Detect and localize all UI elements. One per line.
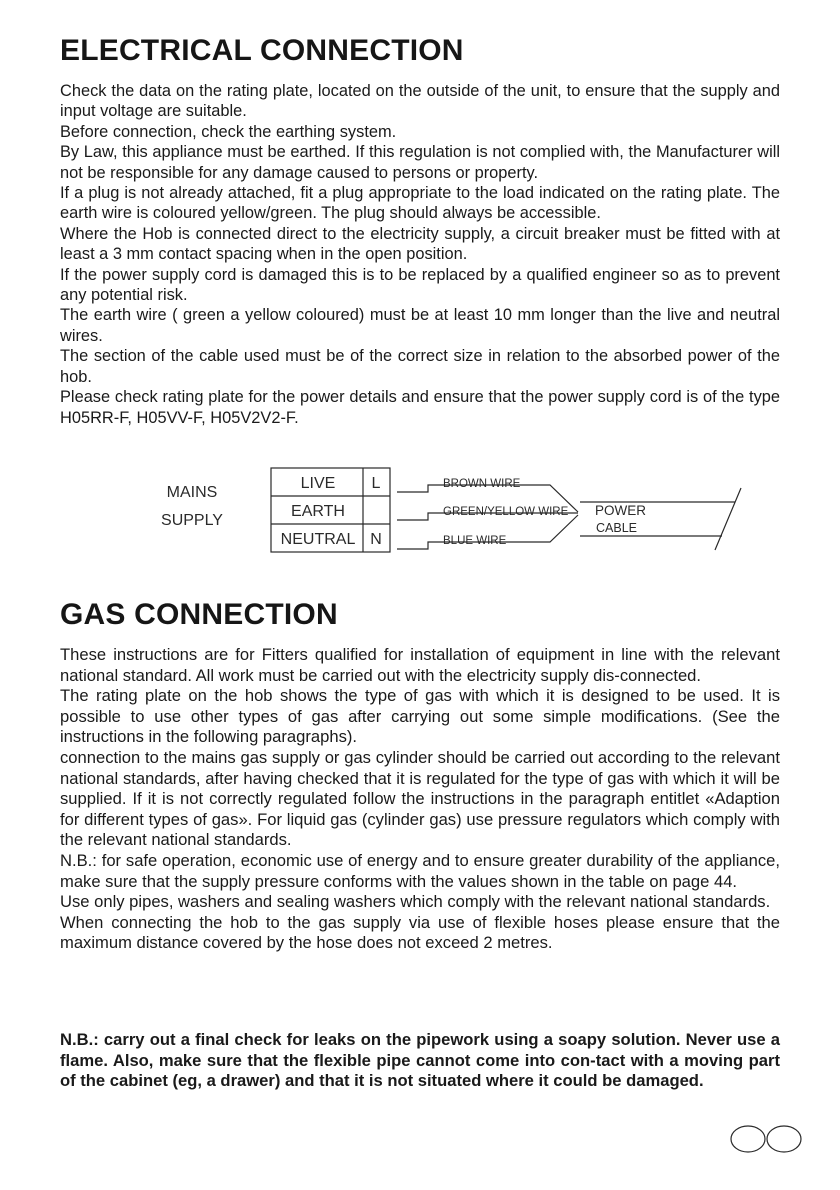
mains-label-line1: MAINS <box>166 484 218 501</box>
language-badge-icon <box>731 1126 801 1152</box>
electrical-paragraph: If a plug is not already attached, fit a plug appropriate to the load indicated on the rating plate. The earth wire is coloured yellow/green. The plug should always be accessible. <box>60 184 780 223</box>
electrical-paragraph: Before connection, check the earthing system. <box>60 122 397 141</box>
terminal-neutral-code: N <box>370 531 382 548</box>
terminal-earth-name: EARTH <box>291 503 345 520</box>
gas-paragraph: When connecting the hob to the gas supply via use of flexible hoses please ensure that the maximum distance covered by the hose does not exceed 2 metres. <box>60 912 780 953</box>
electrical-paragraph: By Law, this appliance must be earthed. If this regulation is not complied with, the Manufacturer will not be responsible for any damage caused to persons or property. <box>60 143 780 182</box>
gas-paragraph: N.B.: for safe operation, economic use of energy and to ensure greater durability of the appliance, make sure that the supply pressure conforms with the values shown in the table on page 44. <box>60 850 780 891</box>
brown-wire-label: BROWN WIRE <box>443 478 521 490</box>
electrical-paragraph: Please check rating plate for the power details and ensure that the power supply cord is of the type H05RR-F, H05VV-F, H05V2V2-F. <box>60 388 780 427</box>
power-cable-line2: CABLE <box>596 521 637 535</box>
blue-wire-label: BLUE WIRE <box>443 535 507 547</box>
electrical-paragraph: The section of the cable used must be of the correct size in relation to the absorbed power of the hob. <box>60 347 780 386</box>
mains-label-line2: SUPPLY <box>161 512 223 529</box>
electrical-paragraph: If the power supply cord is damaged this is to be replaced by a qualified engineer so as to prevent any potential risk. <box>60 265 780 305</box>
power-cable <box>580 488 741 550</box>
electrical-paragraph: Where the Hob is connected direct to the electricity supply, a circuit breaker must be fitted with at least a 3 mm contact spacing when in the open position. <box>60 224 780 264</box>
terminal-neutral-name: NEUTRAL <box>280 531 356 548</box>
gas-warning: N.B.: carry out a final check for leaks on the pipework using a soapy solution. Never use a flame. Also, make sure that the flexible pipe cannot come into con-tact with a moving part of the cabinet (eg, a drawer) and that it is not situated where it could be damaged. <box>60 1030 780 1091</box>
electrical-heading: ELECTRICAL CONNECTION <box>60 34 464 67</box>
gas-paragraph: Use only pipes, washers and sealing washers which comply with the relevant national standards. <box>60 892 771 912</box>
electrical-paragraph: The earth wire ( green a yellow coloured) must be at least 10 mm longer than the live and neutral wires. <box>60 306 780 345</box>
power-cable-line1: POWER <box>595 503 647 518</box>
electrical-paragraph: Check the data on the rating plate, located on the outside of the unit, to ensure that the supply and input voltage are suitable. <box>60 82 780 121</box>
green-yellow-wire-label: GREEN/YELLOW WIRE <box>443 506 569 518</box>
gas-heading: GAS CONNECTION <box>60 598 338 631</box>
gas-paragraph: These instructions are for Fitters qualified for installation of equipment in line with the relevant national standard. All work must be carried out with the electricity supply dis-connected. <box>60 645 780 685</box>
terminal-live-name: LIVE <box>300 475 336 492</box>
gas-text <box>60 645 780 954</box>
gas-paragraph: connection to the mains gas supply or gas cylinder should be carried out according to the relevant national standards, after having checked that it is regulated for the type of gas with which it will be supplied. If it is not correctly regulated follow the instructions in the paragraph entitlet «Adaption for different types of gas». For liquid gas (cylinder gas) use pressure regulators which comply with the relevant national standards. <box>60 747 780 850</box>
terminal-live-code: L <box>371 475 381 492</box>
gas-paragraph: The rating plate on the hob shows the type of gas with which it is designed to be used. It is possible to use other types of gas after carrying out some simple modifications. (See the instructions in the following paragraphs). <box>60 686 780 747</box>
